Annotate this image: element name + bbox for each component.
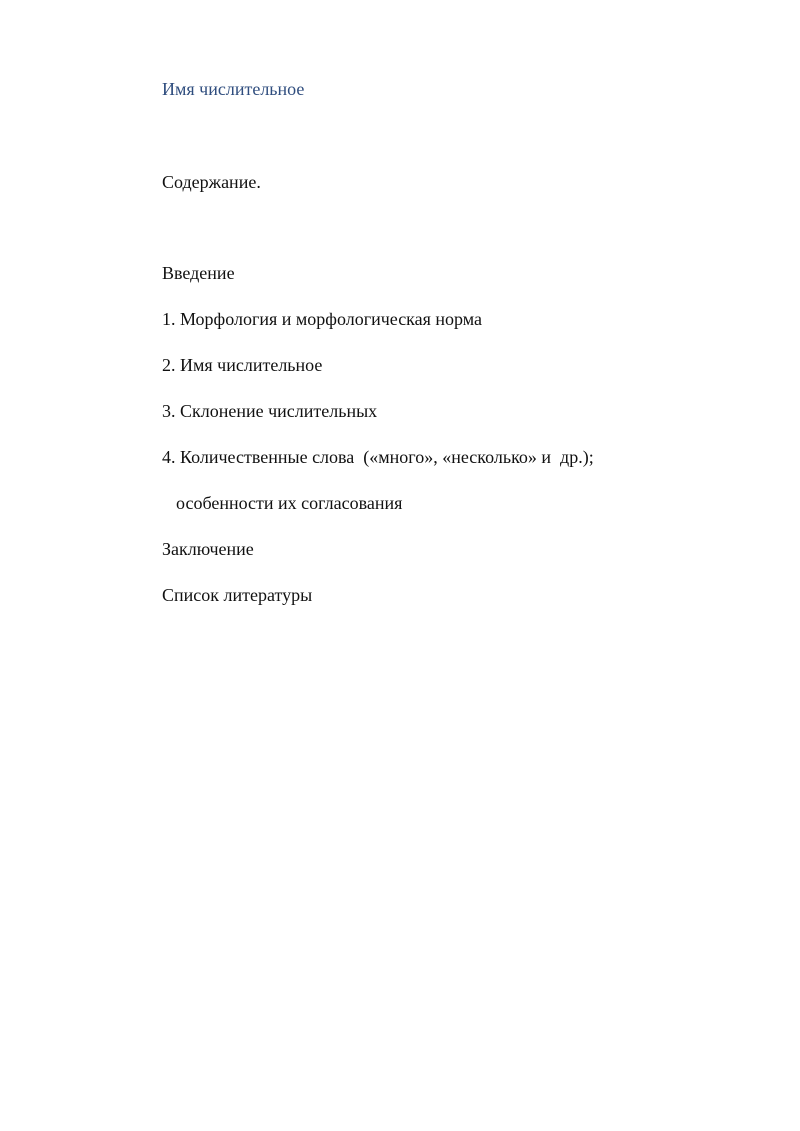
toc-item-conclusion: Заключение (162, 539, 254, 559)
toc-item-4: 4. Количественные слова («много», «несколько» и др.); (162, 447, 594, 467)
document-title: Имя числительное (162, 79, 305, 99)
table-of-contents (162, 262, 594, 630)
toc-item-introduction: Введение (162, 263, 235, 283)
toc-item-2: 2. Имя числительное (162, 355, 323, 375)
toc-item-references: Список литературы (162, 585, 313, 605)
toc-item-4-continuation: особенности их согласования (176, 493, 403, 513)
contents-heading: Содержание. (162, 172, 261, 192)
toc-item-3: 3. Склонение числительных (162, 401, 378, 421)
toc-item-1: 1. Морфология и морфологическая норма (162, 309, 483, 329)
